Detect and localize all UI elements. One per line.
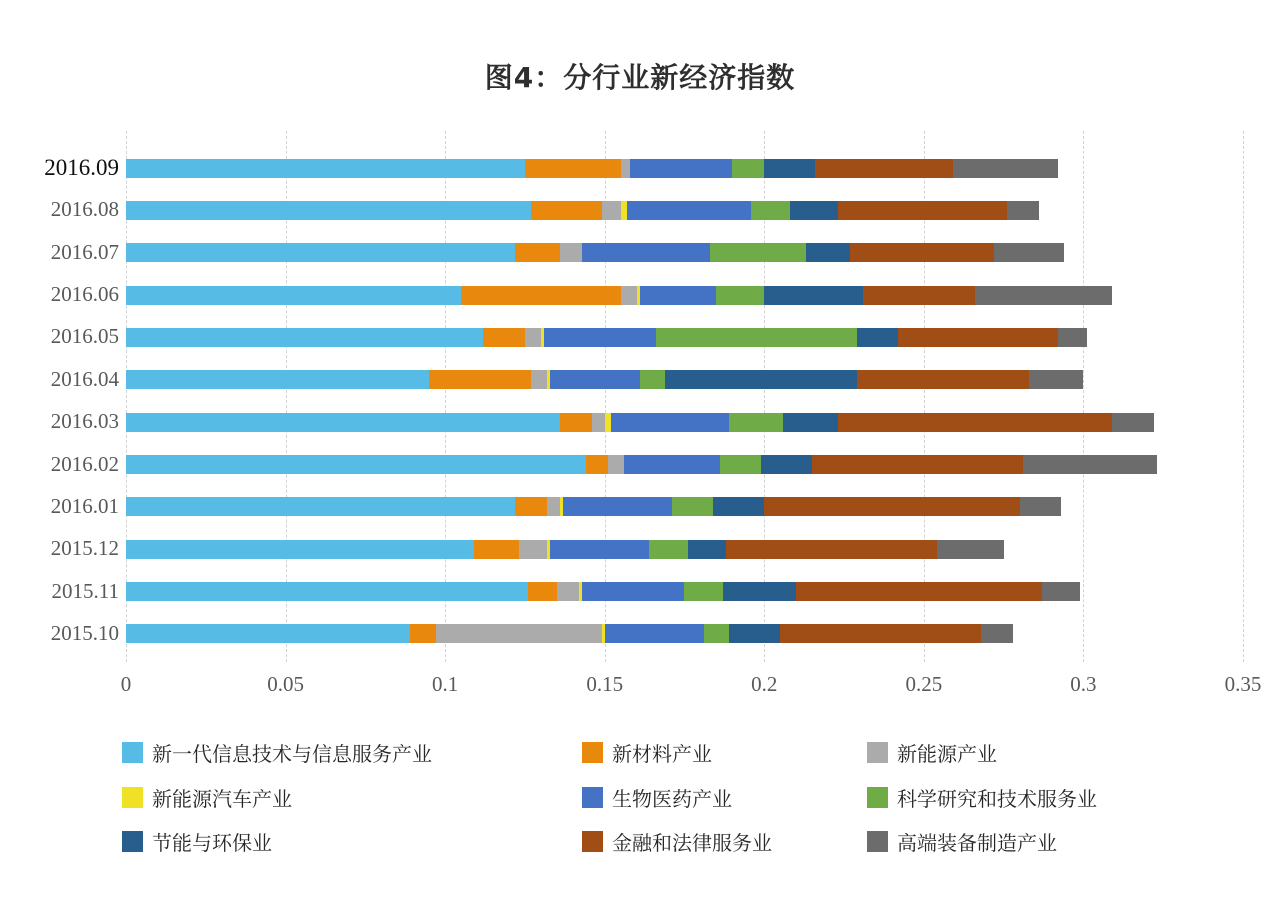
bar-segment <box>560 413 592 432</box>
bar-segment <box>126 413 560 432</box>
y-axis-category-label: 2016.08 <box>50 197 119 222</box>
legend-item <box>867 827 1057 856</box>
y-axis-category-label: 2016.01 <box>50 493 119 518</box>
bar-segment <box>838 201 1007 220</box>
legend-item <box>122 783 292 812</box>
bar-segment <box>981 624 1013 643</box>
bar-segment <box>126 455 586 474</box>
bar-segment <box>550 370 639 389</box>
y-axis-category-label: 2016.09 <box>44 155 119 180</box>
bar-segment <box>627 201 751 220</box>
x-axis-tick-label: 0.05 <box>267 672 304 696</box>
legend-label: 生物医药产业 <box>612 787 732 811</box>
bar-segment <box>1042 582 1080 601</box>
bar-segment <box>672 497 713 516</box>
legend-label: 科学研究和技术服务业 <box>897 787 1097 811</box>
bar-segment <box>898 328 1058 347</box>
bar-segment <box>515 497 547 516</box>
legend-label: 新一代信息技术与信息服务产业 <box>152 742 432 766</box>
bar-segment <box>528 582 557 601</box>
legend-swatch <box>582 742 603 763</box>
bar-row <box>126 243 1243 262</box>
y-axis-category-label: 2016.02 <box>50 451 119 476</box>
bar-segment <box>649 540 687 559</box>
bar-segment <box>126 243 515 262</box>
bar-segment <box>953 159 1058 178</box>
y-axis <box>0 0 119 913</box>
legend-label: 新材料产业 <box>612 742 712 766</box>
x-axis-tick-label: 0.25 <box>905 672 943 696</box>
bar-segment <box>796 582 1042 601</box>
bar-segment <box>863 286 975 305</box>
bar-row <box>126 540 1243 559</box>
legend-swatch <box>867 787 888 808</box>
bar-segment <box>605 624 704 643</box>
bar-segment <box>815 159 952 178</box>
bar-row <box>126 159 1243 178</box>
y-axis-category-label: 2016.05 <box>50 324 119 349</box>
bar-segment <box>720 455 761 474</box>
bar-segment <box>764 497 1019 516</box>
bar-row <box>126 497 1243 516</box>
bar-segment <box>1023 455 1157 474</box>
bar-segment <box>1058 328 1087 347</box>
x-axis-tick-label: 0.3 <box>1070 672 1097 696</box>
bar-segment <box>410 624 436 643</box>
bar-row <box>126 624 1243 643</box>
bar-segment <box>726 540 937 559</box>
bar-segment <box>436 624 602 643</box>
gridline <box>1243 131 1244 662</box>
y-axis-category-label: 2016.06 <box>50 282 119 307</box>
bar-segment <box>975 286 1112 305</box>
x-axis-tick-label: 0.2 <box>751 672 778 696</box>
legend-label: 节能与环保业 <box>152 831 272 855</box>
x-axis <box>120 672 1262 702</box>
bar-segment <box>630 159 732 178</box>
legend-label: 新能源汽车产业 <box>152 787 292 811</box>
bar-segment <box>611 413 729 432</box>
bar-segment <box>515 243 560 262</box>
y-axis-category-label: 2016.07 <box>50 239 119 264</box>
bar-segment <box>850 243 994 262</box>
legend-swatch <box>582 787 603 808</box>
bar-segment <box>790 201 838 220</box>
bar-segment <box>621 159 631 178</box>
x-axis-tick-label: 0 <box>120 672 132 696</box>
x-axis-tick-label: 0.1 <box>432 672 459 696</box>
legend-swatch <box>582 831 603 852</box>
bar-segment <box>563 497 672 516</box>
legend-item <box>122 827 272 856</box>
bar-segment <box>624 455 720 474</box>
legend-item <box>582 738 712 767</box>
bar-segment <box>761 455 812 474</box>
bar-segment <box>783 413 837 432</box>
legend-swatch <box>867 831 888 852</box>
bar-segment <box>857 328 898 347</box>
bar-segment <box>126 497 515 516</box>
bar-segment <box>713 497 764 516</box>
bar-segment <box>1029 370 1083 389</box>
bar-row <box>126 286 1243 305</box>
bar-row <box>126 370 1243 389</box>
legend-label: 高端装备制造产业 <box>897 831 1057 855</box>
bar-segment <box>684 582 722 601</box>
bar-segment <box>751 201 789 220</box>
bar-segment <box>126 159 525 178</box>
bar-segment <box>780 624 981 643</box>
bar-row <box>126 582 1243 601</box>
bar-segment <box>582 243 710 262</box>
bar-segment <box>483 328 524 347</box>
legend-item <box>582 783 732 812</box>
bar-segment <box>126 540 474 559</box>
bar-segment <box>126 286 461 305</box>
legend-item <box>867 738 997 767</box>
bar-segment <box>729 413 783 432</box>
bar-segment <box>812 455 1023 474</box>
bar-segment <box>126 582 528 601</box>
y-axis-category-label: 2015.12 <box>50 536 119 561</box>
bar-row <box>126 413 1243 432</box>
y-axis-category-label: 2016.03 <box>50 409 119 434</box>
bar-segment <box>525 328 541 347</box>
x-axis-tick-label: 0.35 <box>1224 672 1262 696</box>
chart-title: 图4：分行业新经济指数 <box>484 61 796 94</box>
bar-segment <box>126 328 483 347</box>
bar-segment <box>429 370 531 389</box>
bar-segment <box>519 540 548 559</box>
bar-segment <box>665 370 856 389</box>
bar-segment <box>126 370 429 389</box>
bar-segment <box>723 582 796 601</box>
plot-area <box>126 131 1243 662</box>
legend-swatch <box>867 742 888 763</box>
bar-segment <box>716 286 764 305</box>
legend-item <box>867 783 1097 812</box>
bar-segment <box>764 286 863 305</box>
bar-segment <box>688 540 726 559</box>
y-axis-category-label: 2016.04 <box>50 366 119 391</box>
bar-segment <box>710 243 806 262</box>
legend-swatch <box>122 742 143 763</box>
bar-segment <box>474 540 519 559</box>
bar-segment <box>640 370 666 389</box>
bar-segment <box>640 286 717 305</box>
bar-segment <box>621 286 637 305</box>
bar-segment <box>560 243 582 262</box>
bar-segment <box>586 455 608 474</box>
bar-segment <box>126 624 410 643</box>
bar-row <box>126 455 1243 474</box>
y-axis-category-label: 2015.10 <box>50 620 119 645</box>
bar-segment <box>592 413 605 432</box>
legend-swatch <box>122 831 143 852</box>
bar-segment <box>994 243 1064 262</box>
bar-segment <box>1007 201 1039 220</box>
bar-row <box>126 201 1243 220</box>
bar-row <box>126 328 1243 347</box>
bar-segment <box>547 497 560 516</box>
legend-label: 金融和法律服务业 <box>612 831 772 855</box>
bar-segment <box>806 243 851 262</box>
bar-segment <box>602 201 621 220</box>
bar-segment <box>656 328 857 347</box>
bar-segment <box>126 201 531 220</box>
legend-swatch <box>122 787 143 808</box>
bar-segment <box>461 286 621 305</box>
bar-segment <box>531 201 601 220</box>
y-axis-category-label: 2015.11 <box>51 578 119 603</box>
bar-segment <box>838 413 1112 432</box>
bar-segment <box>732 159 764 178</box>
bar-segment <box>764 159 815 178</box>
bar-segment <box>608 455 624 474</box>
bar-segment <box>729 624 780 643</box>
bar-segment <box>857 370 1029 389</box>
x-axis-tick-label: 0.15 <box>586 672 624 696</box>
bar-segment <box>937 540 1004 559</box>
legend-item <box>122 738 432 767</box>
bar-segment <box>557 582 579 601</box>
bar-segment <box>582 582 684 601</box>
bar-segment <box>1112 413 1153 432</box>
legend-item <box>582 827 772 856</box>
bar-segment <box>704 624 730 643</box>
bar-segment <box>544 328 656 347</box>
legend-label: 新能源产业 <box>897 742 997 766</box>
bar-segment <box>550 540 649 559</box>
bar-segment <box>531 370 547 389</box>
bar-segment <box>1020 497 1061 516</box>
bar-segment <box>525 159 621 178</box>
